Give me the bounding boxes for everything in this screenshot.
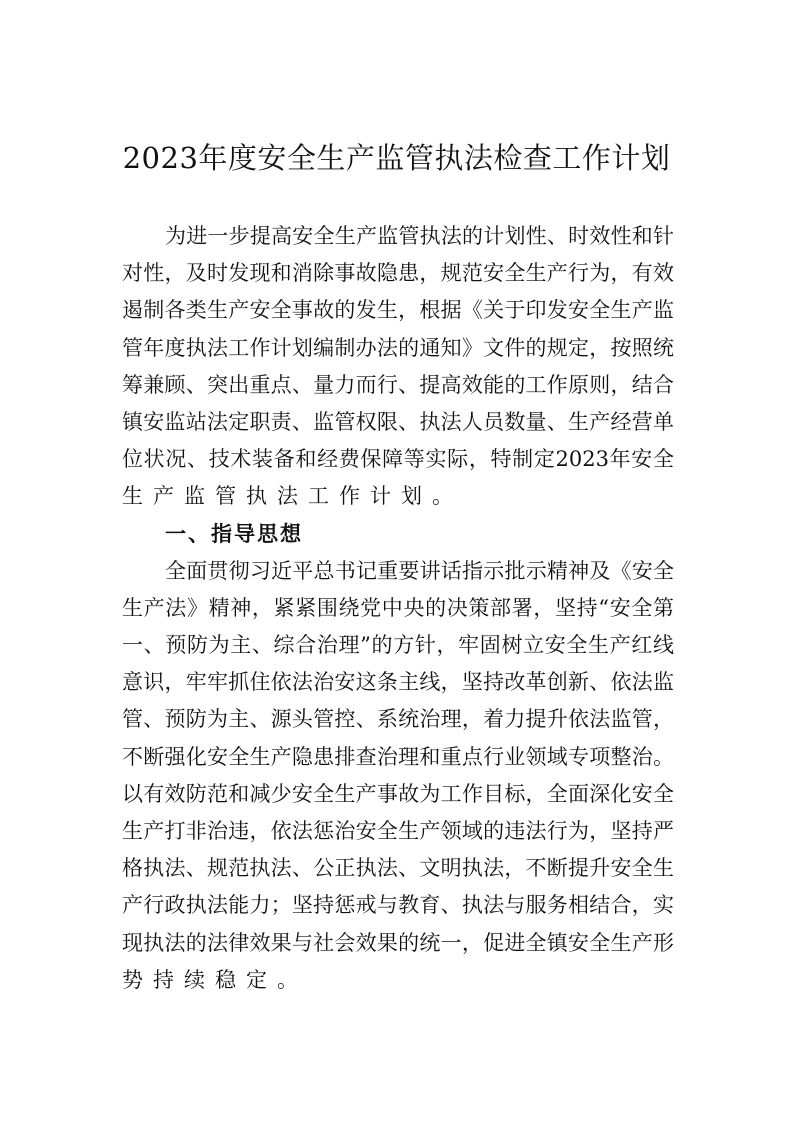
document-body (122, 218, 674, 999)
section-line: 全面贯彻习近平总书记重要讲话指示批示精神及《安全 (165, 558, 674, 583)
section-line: 一、预防为主、综合治理”的方针，牢固树立安全生产红线 (122, 633, 674, 658)
section-line: 产行政执法能力；坚持惩戒与教育、执法与服务相结合，实 (122, 893, 674, 918)
section-line: 管、预防为主、源头管控、系统治理，着力提升依法监管， (122, 707, 674, 732)
intro-line: 镇安监站法定职责、监管权限、执法人员数量、生产经营单 (122, 409, 674, 434)
section-heading: 一、指导思想 (165, 521, 303, 546)
section-line: 以有效防范和减少安全生产事故为工作目标，全面深化安全 (122, 781, 674, 806)
section-line: 意识，牢牢抓住依法治安这条主线，坚持改革创新、依法监 (122, 670, 674, 695)
intro-line: 管年度执法工作计划编制办法的通知》文件的规定，按照统 (122, 335, 674, 360)
section-line: 生产法》精神，紧紧围绕党中央的决策部署，坚持“安全第 (122, 595, 674, 620)
intro-line: 筹兼顾、突出重点、量力而行、提高效能的工作原则，结合 (122, 372, 674, 397)
section-line: 现执法的法律效果与社会效果的统一，促进全镇安全生产形 (122, 930, 674, 955)
document-title: 2023年度安全生产监管执法检查工作计划 (122, 141, 671, 175)
intro-line: 生产监管执法工作计划。 (122, 484, 463, 509)
intro-line: 为进一步提高安全生产监管执法的计划性、时效性和针 (165, 224, 674, 248)
intro-line: 遏制各类生产安全事故的发生，根据《关于印发安全生产监 (122, 298, 674, 323)
section-line: 不断强化安全生产隐患排查治理和重点行业领域专项整治。 (122, 744, 674, 769)
intro-line: 对性，及时发现和消除事故隐患，规范安全生产行为，有效 (122, 261, 674, 286)
section-line: 生产打非治违，依法惩治安全生产领域的违法行为，坚持严 (122, 819, 674, 843)
intro-line: 位状况、技术装备和经费保障等实际，特制定2023年安全 (122, 447, 674, 472)
section-line: 势持续稳定。 (122, 967, 308, 992)
section-line: 格执法、规范执法、公正执法、文明执法，不断提升安全生 (122, 856, 674, 881)
